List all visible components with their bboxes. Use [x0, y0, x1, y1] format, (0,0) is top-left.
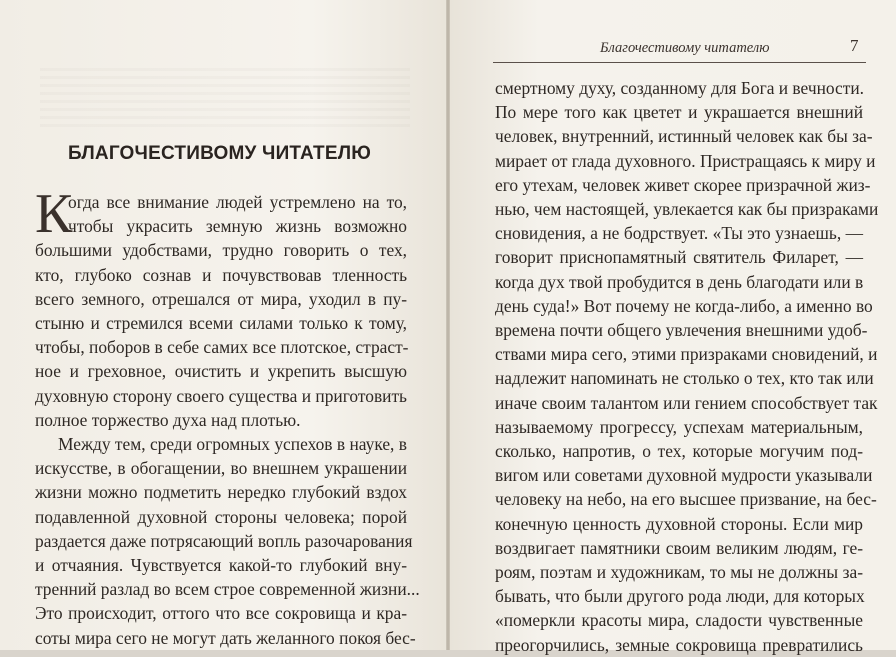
show-through-text [40, 68, 410, 128]
text-line: сновидения, а не бодрствует. «Ты это узнаешь, — [495, 223, 863, 244]
text-line: ное и греховное, очистить и укрепить высшую [35, 361, 407, 382]
text-line: и отчаяния. Чувствуется какой-то глубокий вну- [35, 555, 407, 576]
text-line: сколько, напротив, о тех, которые могучим под- [495, 441, 863, 462]
chapter-title: БЛАГОЧЕСТИВОМУ ЧИТАТЕЛЮ [68, 143, 372, 164]
left-page [0, 0, 446, 650]
text-line: смертному духу, созданному для Бога и вечности. [495, 78, 864, 98]
text-line: его утехам, человек живет скорее призрачной жиз- [495, 174, 871, 195]
drop-cap: К [35, 183, 73, 245]
text-line: По мере того как цветет и украшается внешний [495, 102, 863, 123]
text-line: чтобы, поборов в себе самих все плотское, страст- [35, 337, 409, 358]
text-line: нью, чем настоящей, увлекается как бы призраками [495, 199, 879, 220]
text-line: когда дух твой пробудится в день благодати или в [495, 271, 864, 292]
text-line: день суда!» Вот почему не когда-либо, а именно во [495, 295, 873, 316]
text-line: Между тем, среди огромных успехов в науке, в [58, 434, 407, 455]
text-line: искусстве, в обогащении, во внешнем украшении [35, 458, 407, 479]
text-line: полное торжество духа над плотью. [35, 409, 301, 430]
text-line: бывать, что были другого рода люди, для которых [495, 586, 865, 607]
text-line: конечную ценность духовной стороны. Если мир [495, 513, 863, 534]
text-line: иначе своим талантом или гением способствует так [495, 392, 878, 413]
running-head: Благочестивому читателю [600, 40, 770, 56]
text-line: роям, поэтам и художникам, то мы не должны за- [495, 562, 863, 583]
header-rule [493, 62, 866, 63]
text-line: «померкли красоты мира, сладости чувственные [495, 610, 863, 631]
text-line: называемому прогрессу, успехам материальным, [495, 416, 863, 437]
text-line: жизни можно подметить нередко глубокий вздох [35, 482, 407, 503]
text-line: преогорчились, земные сокровища превратились [495, 634, 863, 655]
text-line: подавленной духовной стороны человека; порой [35, 506, 407, 527]
text-line: духовную сторону своего существа и приготовить [35, 385, 407, 406]
text-line: человек, внутренний, истинный человек как бы за- [495, 126, 873, 147]
text-line: соты мира сего не могут дать желанного покоя бес- [35, 627, 416, 648]
text-line: Это происходит, оттого что все сокровища и кра- [35, 603, 407, 624]
text-line: чтобы украсить земную жизнь возможно [68, 216, 407, 237]
text-line: огда все внимание людей устремлено на то, [68, 192, 407, 212]
text-line: стыню и стремился всеми силами только к тому, [35, 313, 407, 334]
text-line: всего земного, отрешался от мира, уходил в пу- [35, 288, 407, 309]
text-line: времена почти общего увлечения внешними удоб- [495, 320, 868, 341]
text-line: раздается даже потрясающий вопль разочарования [35, 530, 413, 551]
left-body-text [35, 183, 420, 650]
right-body-text [495, 76, 879, 657]
text-line: говорит приснопамятный святитель Филарет, — [495, 247, 863, 268]
text-line: надлежит напоминать не столько о тех, кто так или [495, 368, 874, 389]
page-number: 7 [850, 36, 859, 55]
text-line: кто, глубоко сознав и почувствовав тленность [35, 264, 407, 285]
text-line: большими удобствами, трудно говорить о тех, [35, 240, 407, 261]
text-line: человеку на небо, на его высшее призвание, на бес- [495, 489, 877, 510]
text-line: ствами мира сего, этими призраками сновидений, и [495, 344, 878, 365]
text-line: мирает от глада духовного. Пристращаясь к миру и [495, 150, 876, 171]
text-line: тренний разлад во всем строе современной жизни... [35, 579, 420, 600]
text-line: вигом или советами духовной мудрости указывали [495, 465, 873, 486]
text-line: воздвигает памятники своим великим людям, ге- [495, 537, 863, 558]
